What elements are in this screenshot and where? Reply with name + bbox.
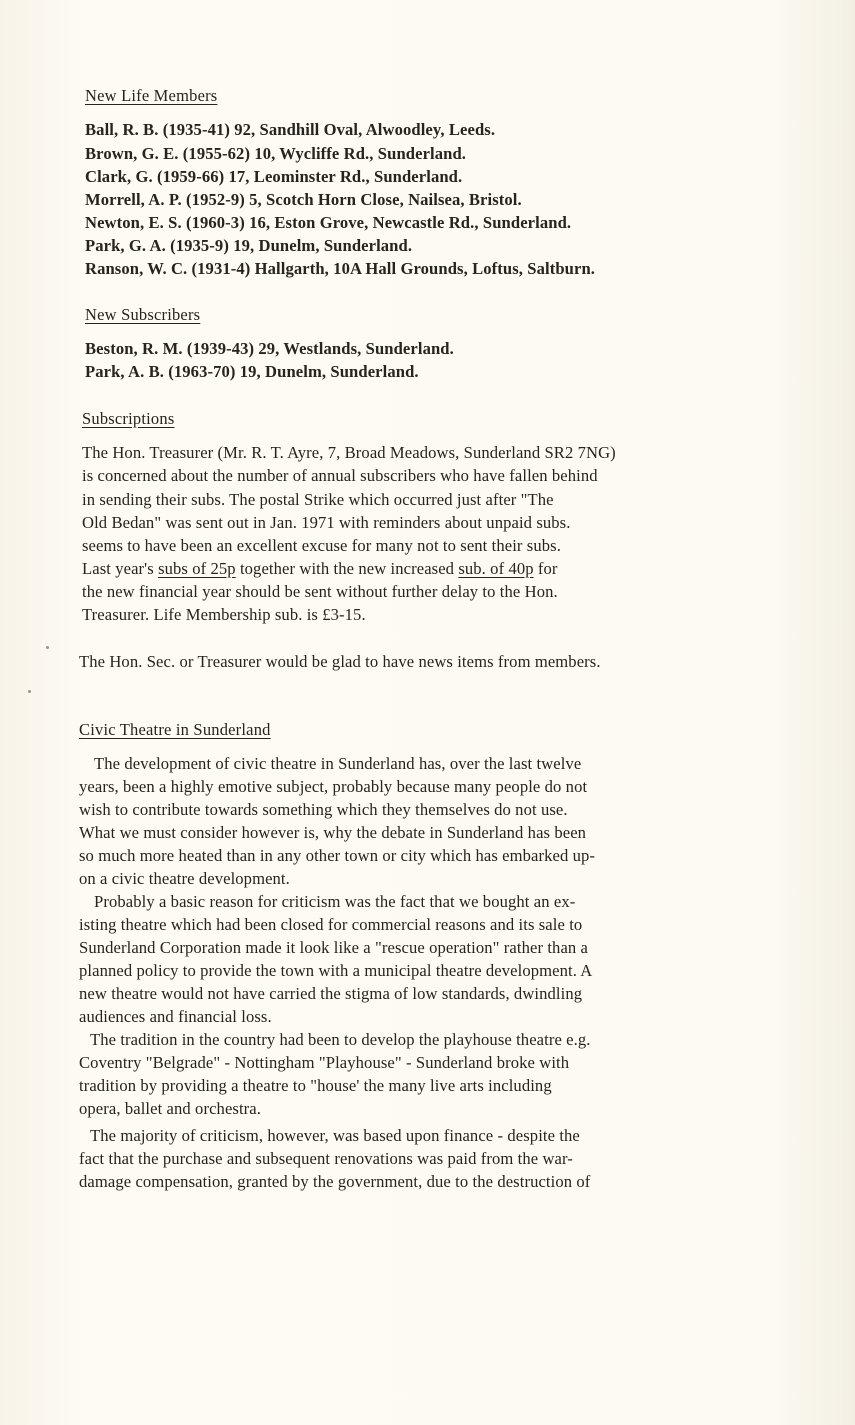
- member-entry: Park, G. A. (1935-9) 19, Dunelm, Sunderland.: [85, 236, 413, 255]
- subscriptions-text-line: Old Bedan" was sent out in Jan. 1971 with reminders about unpaid subs.: [82, 513, 571, 532]
- subscriber-entry: Beston, R. M. (1939-43) 29, Westlands, Sunderland.: [85, 339, 454, 358]
- page-speck: [46, 646, 49, 649]
- section-heading-new-life-members: New Life Members: [85, 86, 218, 105]
- fees-text: together with the new increased: [235, 559, 459, 578]
- subscriptions-text-line: The Hon. Treasurer (Mr. R. T. Ayre, 7, Broad Meadows, Sunderland SR2 7NG): [82, 443, 616, 462]
- article-line: The development of civic theatre in Sunderland has, over the last twelve: [94, 754, 582, 773]
- article-line: opera, ballet and orchestra.: [79, 1099, 262, 1118]
- article-line: The tradition in the country had been to develop the playhouse theatre e.g.: [90, 1030, 591, 1049]
- member-entry: Newton, E. S. (1960-3) 16, Eston Grove, Newcastle Rd., Sunderland.: [85, 213, 572, 232]
- article-line: on a civic theatre development.: [79, 869, 290, 888]
- article-line: The majority of criticism, however, was based upon finance - despite the: [90, 1126, 580, 1145]
- section-heading-subscriptions: Subscriptions: [82, 409, 175, 428]
- article-line: What we must consider however is, why the debate in Sunderland has been: [79, 823, 587, 842]
- article-line: Sunderland Corporation made it look like a "rescue operation" rather than a: [79, 938, 589, 957]
- member-entry: Clark, G. (1959-66) 17, Leominster Rd., Sunderland.: [85, 167, 463, 186]
- subscriptions-text-line: seems to have been an excellent excuse for many not to sent their subs.: [82, 536, 561, 555]
- section-heading-new-subscribers: New Subscribers: [85, 305, 201, 324]
- article-line: wish to contribute towards something which they themselves do not use.: [79, 800, 568, 819]
- fees-text: for: [533, 559, 558, 578]
- subscriptions-text-line: the new financial year should be sent without further delay to the Hon.: [82, 582, 558, 601]
- article-line: isting theatre which had been closed for commercial reasons and its sale to: [79, 915, 583, 934]
- section-heading-civic-theatre: Civic Theatre in Sunderland: [79, 720, 271, 739]
- article-line: Probably a basic reason for criticism was the fact that we bought an ex-: [94, 892, 576, 911]
- news-request-line: The Hon. Sec. or Treasurer would be glad to have news items from members.: [79, 652, 601, 671]
- article-line: tradition by providing a theatre to "house' the many live arts including: [79, 1076, 552, 1095]
- old-sub-amount: subs of 25p: [158, 559, 236, 578]
- member-entry: Ball, R. B. (1935-41) 92, Sandhill Oval, Alwoodley, Leeds.: [85, 120, 496, 139]
- subscriptions-text-line-fees: [82, 558, 558, 580]
- new-sub-amount: sub. of 40p: [458, 559, 534, 578]
- article-line: audiences and financial loss.: [79, 1007, 272, 1026]
- subscriptions-text-line: in sending their subs. The postal Strike which occurred just after "The: [82, 490, 554, 509]
- article-line: years, been a highly emotive subject, probably because many people do not: [79, 777, 588, 796]
- article-line: planned policy to provide the town with a municipal theatre development. A: [79, 961, 593, 980]
- article-line: damage compensation, granted by the government, due to the destruction of: [79, 1172, 591, 1191]
- subscriber-entry: Park, A. B. (1963-70) 19, Dunelm, Sunderland.: [85, 362, 419, 381]
- subscriptions-text-line: is concerned about the number of annual subscribers who have fallen behind: [82, 466, 598, 485]
- page-speck: [28, 690, 31, 693]
- member-entry: Morrell, A. P. (1952-9) 5, Scotch Horn Close, Nailsea, Bristol.: [85, 190, 522, 209]
- article-line: Coventry "Belgrade" - Nottingham "Playhouse" - Sunderland broke with: [79, 1053, 570, 1072]
- fees-text: Last year's: [82, 559, 159, 578]
- article-line: fact that the purchase and subsequent renovations was paid from the war-: [79, 1149, 573, 1168]
- article-line: so much more heated than in any other town or city which has embarked up-: [79, 846, 596, 865]
- member-entry: Brown, G. E. (1955-62) 10, Wycliffe Rd., Sunderland.: [85, 144, 467, 163]
- subscriptions-text-line: Treasurer. Life Membership sub. is £3-15.: [82, 605, 366, 624]
- member-entry: Ranson, W. C. (1931-4) Hallgarth, 10A Hall Grounds, Loftus, Saltburn.: [85, 259, 596, 278]
- article-line: new theatre would not have carried the stigma of low standards, dwindling: [79, 984, 583, 1003]
